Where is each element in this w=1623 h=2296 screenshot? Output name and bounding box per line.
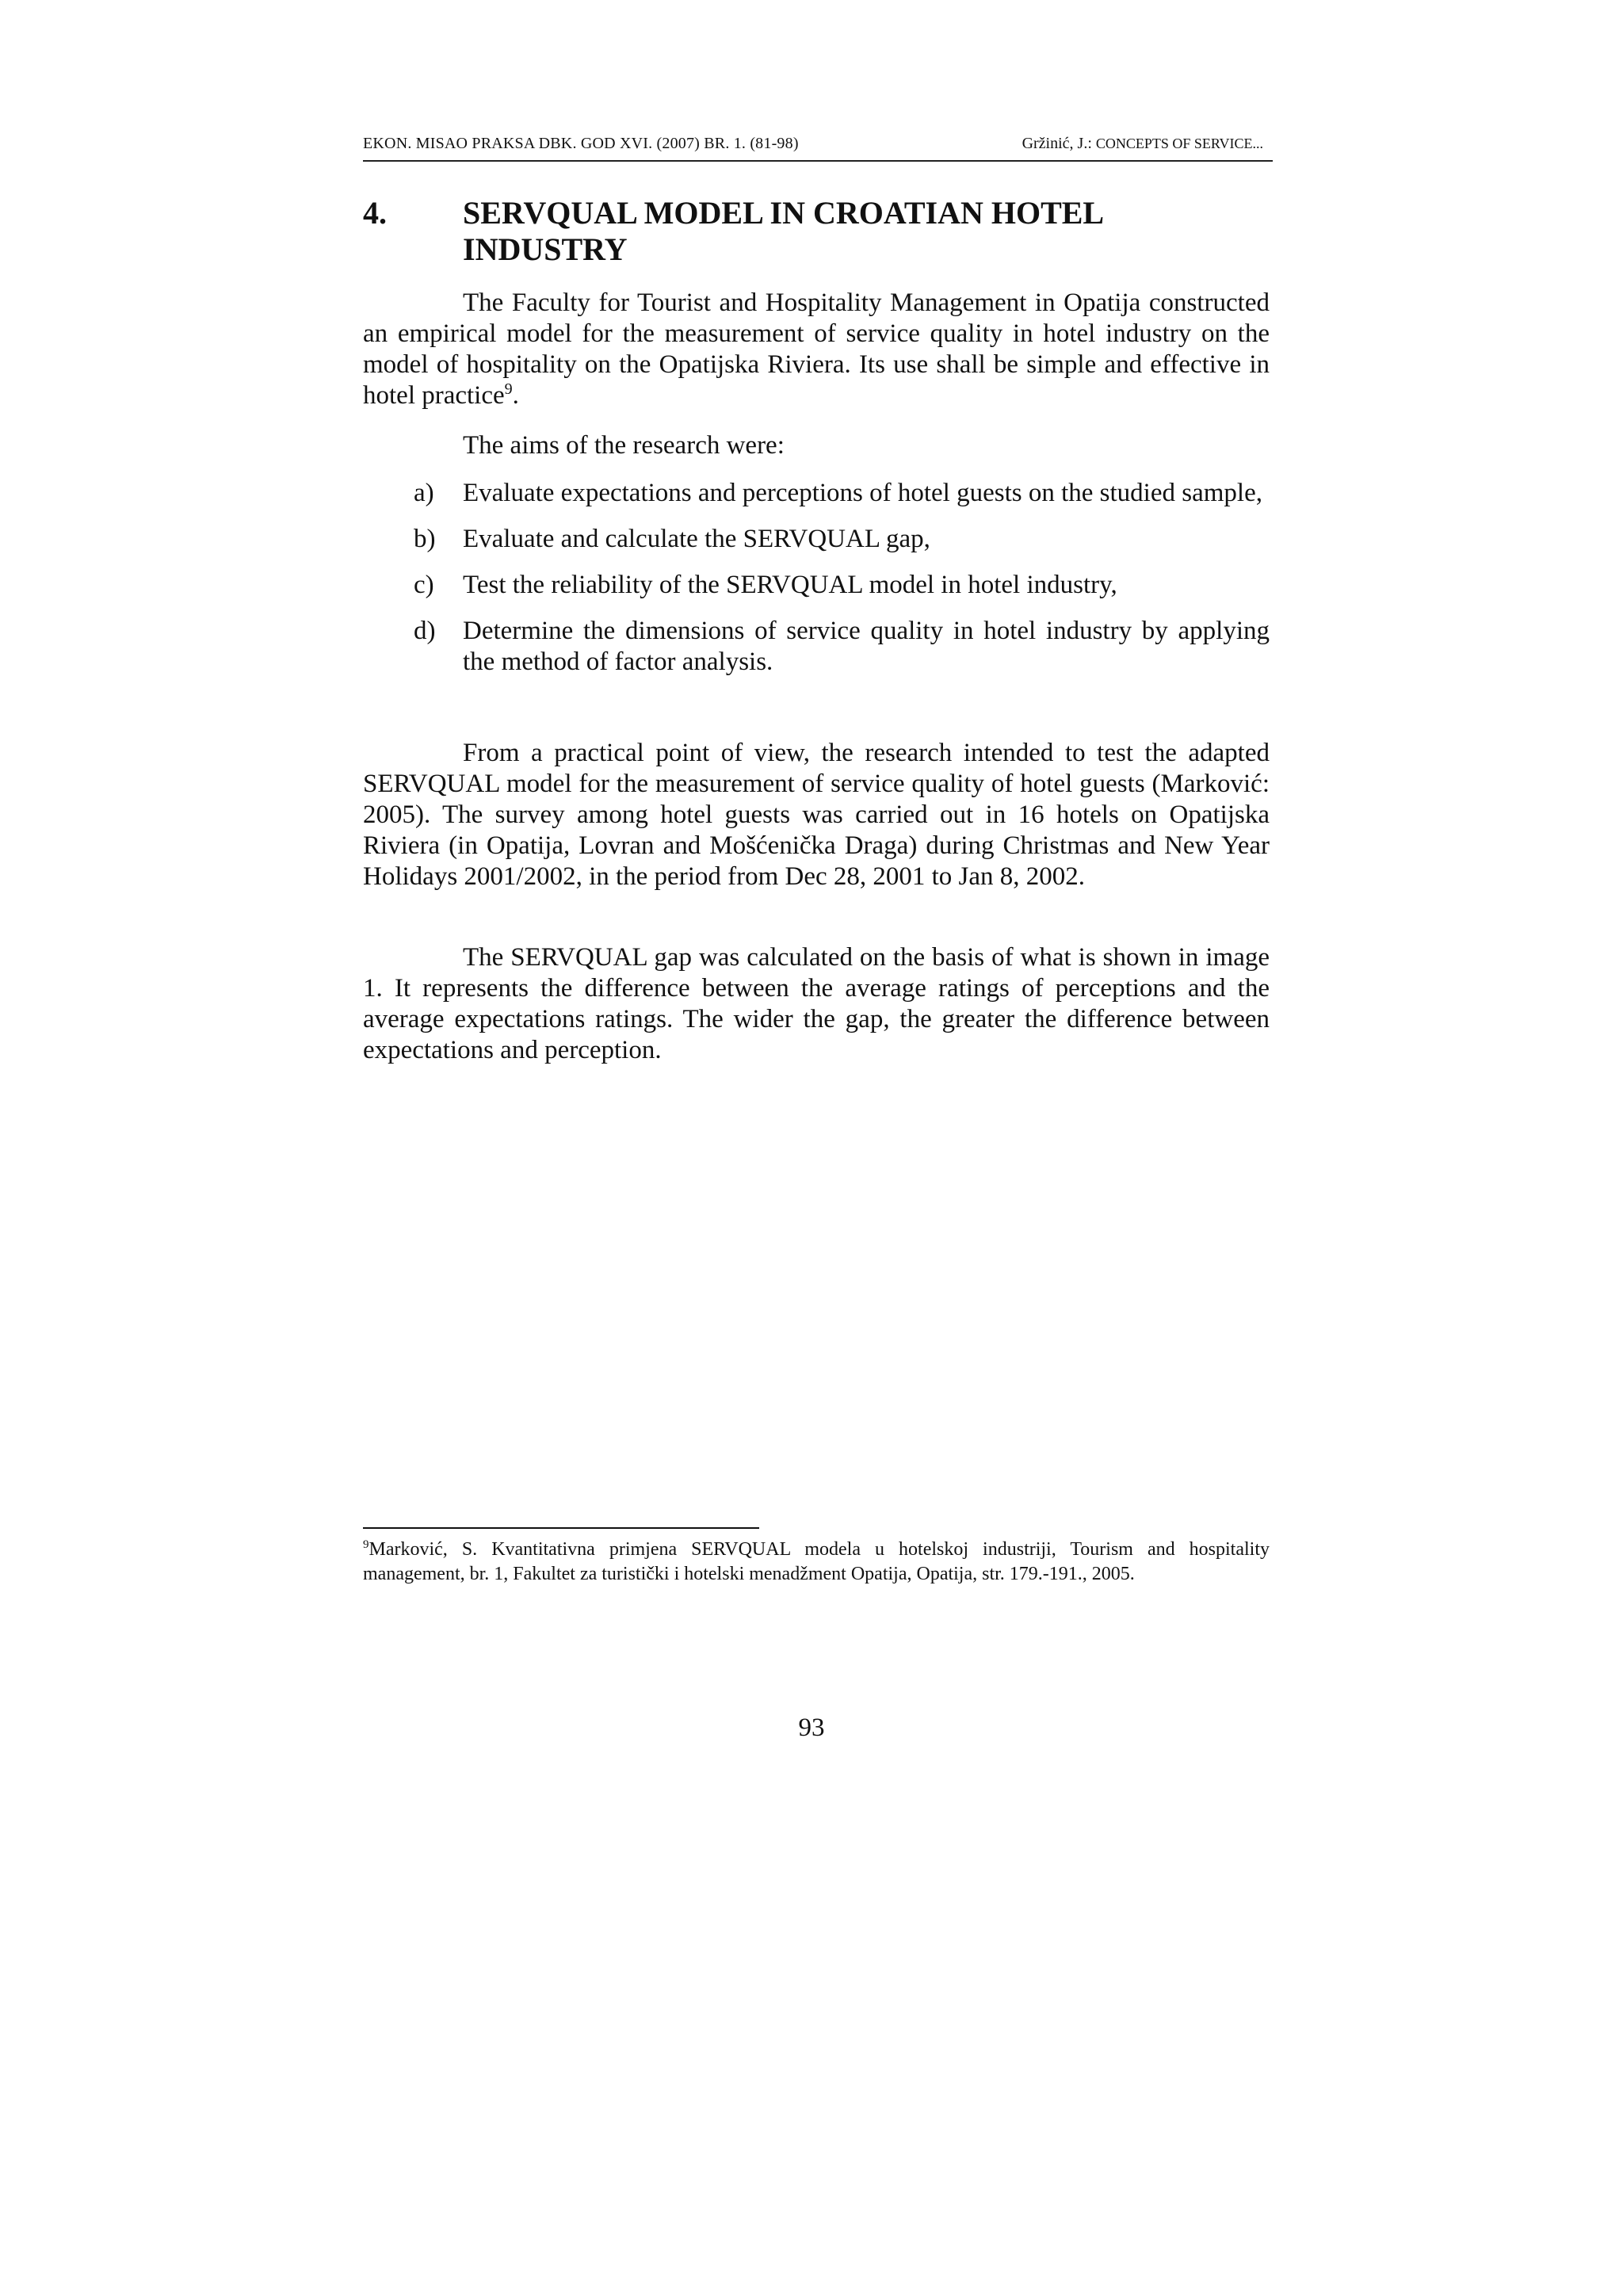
aims-lead-text: The aims of the research were:	[463, 431, 785, 460]
footnote-number: 9	[363, 1538, 369, 1551]
author-title	[1022, 132, 1263, 155]
journal-citation: EKON. MISAO PRAKSA DBK. GOD XVI. (2007) BR. 1. (81-98)	[363, 135, 799, 152]
list-item-text: Test the reliability of the SERVQUAL model in hotel industry,	[463, 571, 1117, 599]
footnote	[363, 1538, 1270, 1587]
paragraph-practical-text: From a practical point of view, the research intended to test the adapted SERVQUAL model for the measurement of service quality of hotel guests (Marković: 2005). The survey among hotel guests was carried out in 16 hotels on Opatijska Riviera (in Opatija, Lovran and Mošćenička Draga) during Christmas and New Year Holidays 2001/2002, in the period from Dec 28, 2001 to Jan 8, 2002.	[363, 739, 1270, 891]
footnote-text: Marković, S. Kvantitativna primjena SERVQUAL modela u hotelskoj industriji, Tourism and hospitality management, br. 1, Fakultet za turistički i hotelski menadžment Opatija, Opatija, str. 179.-191., 2005.	[363, 1539, 1270, 1584]
paragraph-practical	[363, 738, 1270, 892]
list-item-text: Evaluate expectations and perceptions of hotel guests on the studied sample,	[463, 479, 1262, 507]
list-item-text: Determine the dimensions of service quality in hotel industry by applying the method of factor analysis.	[463, 617, 1270, 676]
list-item	[363, 616, 1270, 678]
paragraph-aims-lead	[363, 430, 1270, 461]
paragraph-intro-text: The Faculty for Tourist and Hospitality Management in Opatija constructed an empirical model for the measurement of service quality in hotel industry on the model of hospitality on the Opatijska Riviera. Its use shall be simple and effective in hotel practice	[363, 288, 1270, 410]
list-item	[363, 570, 1270, 601]
section-number: 4.	[363, 195, 387, 231]
list-marker: d)	[414, 617, 436, 645]
list-marker: a)	[414, 479, 434, 507]
paragraph-intro-end: .	[512, 381, 519, 410]
footnote-separator	[363, 1527, 759, 1529]
running-title: CONCEPTS OF SERVICE...	[1095, 136, 1263, 151]
aims-list	[363, 478, 1270, 693]
page-number: 93	[798, 1713, 825, 1742]
paragraph-gap	[363, 942, 1270, 1066]
list-item	[363, 478, 1270, 509]
list-marker: c)	[414, 571, 434, 599]
paragraph-gap-text: The SERVQUAL gap was calculated on the basis of what is shown in image 1. It represents the difference between the average ratings of perceptions and the average expectations ratings. The wider the gap, the greater the difference between expectations and perception.	[363, 943, 1270, 1064]
footnote-reference: 9	[504, 380, 513, 398]
list-item-text: Evaluate and calculate the SERVQUAL gap,	[463, 525, 930, 553]
list-item	[363, 524, 1270, 555]
running-header	[363, 132, 1273, 162]
section-title: SERVQUAL MODEL IN CROATIAN HOTEL INDUSTRY	[463, 195, 1102, 267]
running-author: Gržinić, J.:	[1022, 135, 1092, 152]
list-marker: b)	[414, 525, 436, 553]
paragraph-intro	[363, 288, 1270, 411]
